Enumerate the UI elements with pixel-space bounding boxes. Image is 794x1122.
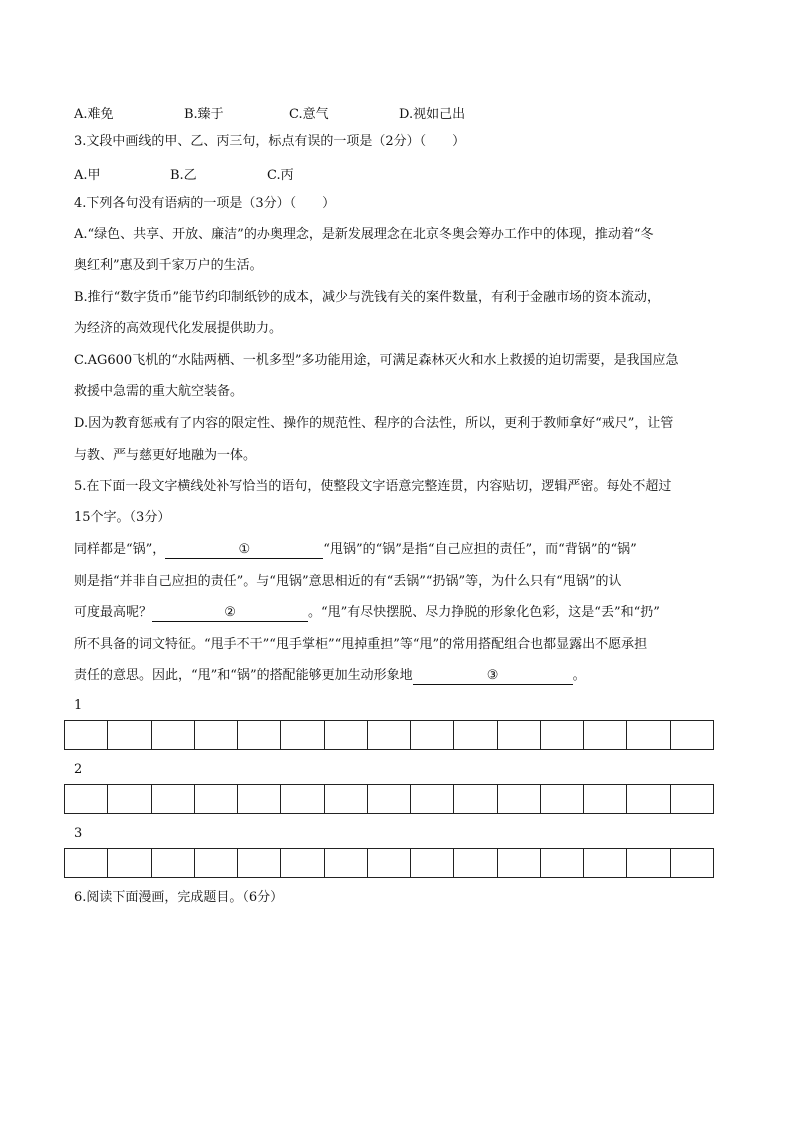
q2-option-c: C.意气 (289, 107, 329, 122)
q2-option-a: A.难免 (74, 107, 114, 122)
grid-label-3: 3 (74, 826, 83, 841)
grid-label-1: 1 (74, 698, 83, 713)
grid-cell[interactable] (584, 785, 627, 813)
grid-cell[interactable] (368, 849, 411, 877)
answer-grid-1[interactable] (64, 720, 714, 750)
q5-passage-text: 责任的意思。因此，“甩”和“锅”的搭配能够更加生动形象地 (74, 668, 413, 683)
grid-cell[interactable] (281, 785, 324, 813)
q5-stem-line1: 5.在下面一段文字横线处补写恰当的语句，使整段文字语意完整连贯，内容贴切，逻辑严密。每处不超过 (74, 479, 672, 494)
q4-option-a-line1: A.“绿色、共享、开放、廉洁”的办奥理念，是新发展理念在北京冬奥会筹办工作中的体现，推动着“冬 (74, 227, 654, 242)
grid-cell[interactable] (454, 785, 497, 813)
grid-cell[interactable] (65, 785, 108, 813)
grid-cell[interactable] (454, 849, 497, 877)
grid-cell[interactable] (238, 849, 281, 877)
grid-cell[interactable] (584, 721, 627, 749)
q3-option-a: A.甲 (74, 168, 101, 183)
q5-passage-line3 (74, 604, 660, 622)
grid-cell[interactable] (238, 785, 281, 813)
grid-cell[interactable] (671, 849, 713, 877)
grid-cell[interactable] (325, 785, 368, 813)
grid-cell[interactable] (152, 849, 195, 877)
grid-cell[interactable] (584, 849, 627, 877)
grid-cell[interactable] (195, 849, 238, 877)
grid-cell[interactable] (541, 785, 584, 813)
grid-cell[interactable] (152, 721, 195, 749)
q3-option-b: B.乙 (170, 168, 197, 183)
q4-option-d-line2: 与教、严与慈更好地融为一体。 (74, 448, 257, 463)
grid-cell[interactable] (498, 785, 541, 813)
fill-blank-1[interactable]: ① (165, 542, 323, 559)
grid-cell[interactable] (454, 721, 497, 749)
grid-cell[interactable] (152, 785, 195, 813)
q4-option-a-line2: 奥红利”惠及到千家万户的生活。 (74, 258, 263, 273)
grid-cell[interactable] (238, 721, 281, 749)
q5-passage-text: 同样都是“锅”， (74, 542, 166, 557)
grid-cell[interactable] (281, 849, 324, 877)
q5-passage-line1 (74, 541, 637, 559)
grid-cell[interactable] (195, 721, 238, 749)
grid-cell[interactable] (498, 849, 541, 877)
q5-passage-line5 (74, 667, 586, 685)
grid-cell[interactable] (368, 785, 411, 813)
grid-label-2: 2 (74, 762, 83, 777)
q2-option-d: D.视如己出 (399, 107, 466, 122)
fill-blank-3[interactable]: ③ (413, 668, 573, 685)
grid-cell[interactable] (325, 721, 368, 749)
grid-cell[interactable] (541, 721, 584, 749)
grid-cell[interactable] (671, 721, 713, 749)
fill-blank-2[interactable]: ② (152, 605, 308, 622)
grid-cell[interactable] (108, 785, 151, 813)
grid-cell[interactable] (108, 849, 151, 877)
q5-stem-line2: 15个字。（3分） (74, 510, 171, 525)
grid-cell[interactable] (325, 849, 368, 877)
q4-option-d-line1: D.因为教育惩戒有了内容的限定性、操作的规范性、程序的合法性，所以，更利于教师拿好“戒尺”，让管 (74, 416, 674, 431)
q5-passage-text: 。 (572, 668, 586, 683)
grid-cell[interactable] (627, 721, 670, 749)
q3-option-c: C.丙 (267, 168, 294, 183)
grid-cell[interactable] (498, 721, 541, 749)
grid-cell[interactable] (65, 849, 108, 877)
grid-cell[interactable] (627, 849, 670, 877)
grid-cell[interactable] (65, 721, 108, 749)
grid-cell[interactable] (195, 785, 238, 813)
q2-option-b: B.臻于 (184, 107, 224, 122)
q5-passage-line2: 则是指“并非自己应担的责任”。与“甩锅”意思相近的有“丢锅”“扔锅”等，为什么只有“甩锅”的认 (74, 574, 622, 589)
q5-passage-text: 可度最高呢？ (74, 605, 153, 620)
q5-passage-line4: 所不具备的词文特征。“甩手不干”“甩手掌柜”“甩掉重担”等“甩”的常用搭配组合也都显露出不愿承担 (74, 637, 648, 652)
grid-cell[interactable] (411, 849, 454, 877)
q4-option-c-line1: C.AG600飞机的“水陆两栖、一机多型”多功能用途，可满足森林灭火和水上救援的迫切需要，是我国应急 (74, 353, 679, 368)
grid-cell[interactable] (627, 785, 670, 813)
answer-grid-3[interactable] (64, 848, 714, 878)
q5-passage-text: “甩锅”的“锅”是指“自己应担的责任”，而“背锅”的“锅” (323, 542, 637, 557)
q6-stem: 6.阅读下面漫画，完成题目。（6分） (74, 890, 284, 905)
q3-stem: 3.文段中画线的甲、乙、丙三句，标点有误的一项是（2分）（ ） (74, 134, 466, 149)
grid-cell[interactable] (368, 721, 411, 749)
grid-cell[interactable] (671, 785, 713, 813)
q4-stem: 4.下列各句没有语病的一项是（3分）（ ） (74, 196, 336, 211)
q4-option-b-line2: 为经济的高效现代化发展提供助力。 (74, 321, 283, 336)
grid-cell[interactable] (411, 785, 454, 813)
q4-option-c-line2: 救援中急需的重大航空装备。 (74, 384, 244, 399)
answer-grid-2[interactable] (64, 784, 714, 814)
q4-option-b-line1: B.推行“数字货币”能节约印制纸钞的成本，减少与洗钱有关的案件数量，有利于金融市场的资本流动， (74, 290, 660, 305)
grid-cell[interactable] (541, 849, 584, 877)
grid-cell[interactable] (281, 721, 324, 749)
grid-cell[interactable] (108, 721, 151, 749)
q5-passage-text: 。“甩”有尽快摆脱、尽力挣脱的形象化色彩，这是“丢”和“扔” (308, 605, 660, 620)
grid-cell[interactable] (411, 721, 454, 749)
